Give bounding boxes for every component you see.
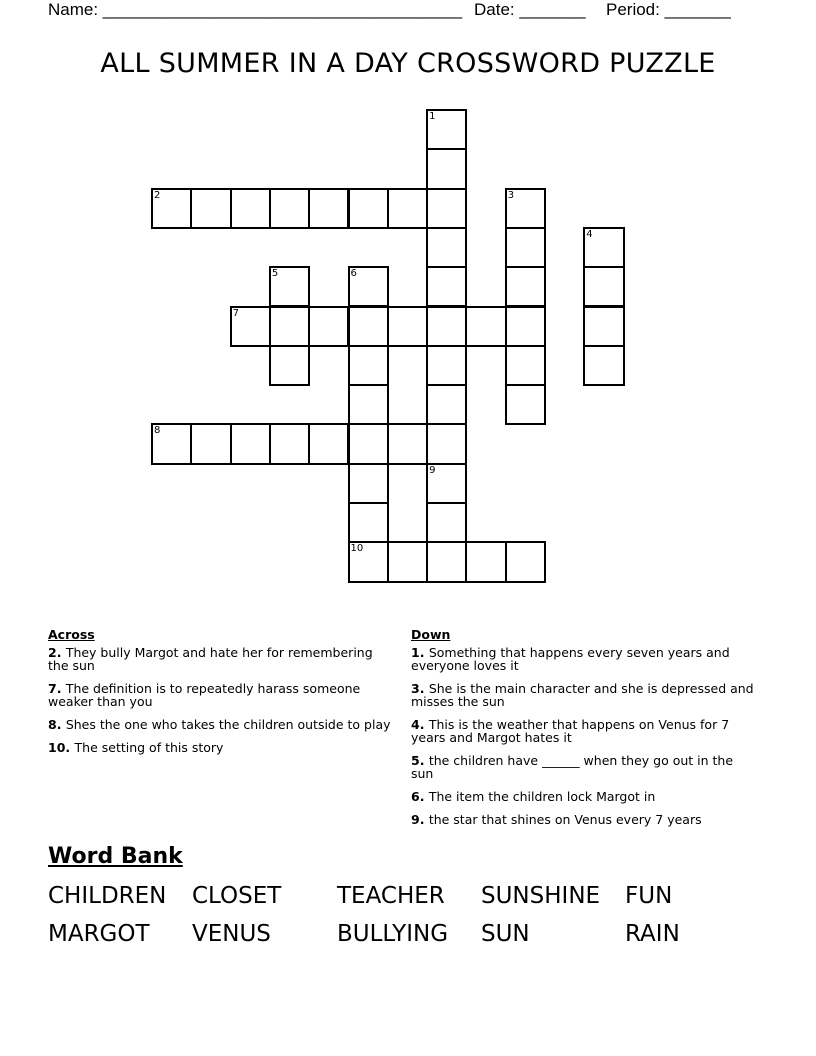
crossword-cell[interactable] bbox=[348, 423, 389, 464]
word-bank-item: BULLYING bbox=[337, 921, 449, 947]
word-bank-item: CLOSET bbox=[192, 883, 282, 909]
word-bank-item: VENUS bbox=[192, 921, 271, 947]
clue-item: 1. Something that happens every seven years and everyone loves it bbox=[411, 645, 730, 673]
crossword-cell[interactable] bbox=[387, 423, 428, 464]
crossword-cell[interactable] bbox=[308, 188, 349, 229]
clue-number: 10 bbox=[350, 543, 364, 555]
crossword-cell[interactable] bbox=[426, 463, 467, 504]
crossword-cell[interactable] bbox=[387, 188, 428, 229]
crossword-cell[interactable] bbox=[583, 266, 624, 307]
crossword-cell[interactable] bbox=[505, 266, 546, 307]
page-title: ALL SUMMER IN A DAY CROSSWORD PUZZLE bbox=[100, 48, 716, 79]
clue-number: 1 bbox=[429, 111, 436, 122]
clue-number: 6 bbox=[350, 268, 357, 280]
crossword-cell[interactable] bbox=[269, 345, 310, 386]
clue-number: 9 bbox=[429, 464, 436, 476]
clue-item: 10. The setting of this story bbox=[48, 740, 224, 755]
crossword-cell[interactable] bbox=[348, 502, 389, 543]
crossword-cell[interactable] bbox=[426, 502, 467, 543]
crossword-cell[interactable] bbox=[308, 423, 349, 464]
word-bank-item: TEACHER bbox=[337, 883, 445, 909]
word-bank-item: MARGOT bbox=[48, 921, 150, 947]
crossword-cell[interactable] bbox=[465, 306, 506, 347]
clue-item: 4. This is the weather that happens on Venus for 7 years and Margot hates it bbox=[411, 717, 730, 745]
crossword-cell[interactable] bbox=[348, 541, 389, 582]
crossword-cell[interactable] bbox=[348, 188, 389, 229]
crossword-cell[interactable] bbox=[387, 541, 428, 582]
crossword-cell[interactable] bbox=[151, 423, 192, 464]
crossword-cell[interactable] bbox=[583, 227, 624, 268]
date-field[interactable]: Date: _______ bbox=[474, 0, 586, 19]
crossword-cell[interactable] bbox=[269, 266, 310, 307]
clue-number: 4 bbox=[586, 228, 593, 240]
clue-item: 2. They bully Margot and hate her for remembering the sun bbox=[48, 645, 373, 673]
period-field[interactable]: Period: _______ bbox=[606, 0, 731, 19]
crossword-cell[interactable] bbox=[426, 227, 467, 268]
clue-number: 8 bbox=[154, 425, 161, 437]
across-clues bbox=[48, 628, 393, 764]
word-bank-item: RAIN bbox=[625, 921, 680, 947]
clue-item: 8. Shes the one who takes the children outside to play bbox=[48, 717, 391, 732]
crossword-cell[interactable] bbox=[505, 227, 546, 268]
crossword-cell[interactable] bbox=[348, 384, 389, 425]
crossword-cell[interactable] bbox=[190, 188, 231, 229]
clue-number: 7 bbox=[232, 307, 239, 319]
crossword-cell[interactable] bbox=[583, 306, 624, 347]
word-bank-item: FUN bbox=[625, 883, 673, 909]
word-bank-item: CHILDREN bbox=[48, 883, 167, 909]
crossword-cell[interactable] bbox=[426, 345, 467, 386]
crossword-cell[interactable] bbox=[190, 423, 231, 464]
crossword-cell[interactable] bbox=[426, 384, 467, 425]
crossword-cell[interactable] bbox=[269, 188, 310, 229]
down-clues bbox=[411, 628, 756, 836]
crossword-cell[interactable] bbox=[505, 384, 546, 425]
down-heading: Down bbox=[411, 627, 451, 642]
crossword-cell[interactable] bbox=[505, 345, 546, 386]
crossword-cell[interactable] bbox=[465, 541, 506, 582]
name-field[interactable]: Name: ______________________________________ bbox=[48, 0, 463, 19]
crossword-cell[interactable] bbox=[505, 188, 546, 229]
crossword-cell[interactable] bbox=[426, 306, 467, 347]
crossword-cell[interactable] bbox=[230, 423, 271, 464]
crossword-cell[interactable] bbox=[505, 541, 546, 582]
across-heading: Across bbox=[48, 627, 95, 642]
crossword-cell[interactable] bbox=[230, 188, 271, 229]
crossword-cell[interactable] bbox=[269, 423, 310, 464]
crossword-cell[interactable] bbox=[387, 306, 428, 347]
clue-number: 2 bbox=[154, 189, 161, 201]
clue-item: 5. the children have ______ when they go out in the sun bbox=[411, 753, 734, 781]
crossword-cell[interactable] bbox=[426, 423, 467, 464]
crossword-cell[interactable] bbox=[269, 306, 310, 347]
crossword-cell[interactable] bbox=[348, 306, 389, 347]
crossword-cell[interactable] bbox=[348, 463, 389, 504]
crossword-cell[interactable] bbox=[583, 345, 624, 386]
crossword-cell[interactable] bbox=[426, 541, 467, 582]
crossword-cell[interactable] bbox=[151, 188, 192, 229]
clue-item: 9. the star that shines on Venus every 7 years bbox=[411, 812, 702, 827]
word-bank-title: Word Bank bbox=[48, 844, 183, 869]
crossword-cell[interactable] bbox=[426, 148, 467, 189]
clue-number: 3 bbox=[507, 189, 515, 201]
word-bank-item: SUNSHINE bbox=[481, 883, 601, 909]
crossword-cell[interactable] bbox=[308, 306, 349, 347]
crossword-cell[interactable] bbox=[426, 109, 467, 150]
crossword-cell[interactable] bbox=[348, 266, 389, 307]
crossword-cell[interactable] bbox=[426, 266, 467, 307]
clue-item: 7. The definition is to repeatedly harass someone weaker than you bbox=[48, 681, 361, 709]
crossword-cell[interactable] bbox=[505, 306, 546, 347]
clue-item: 3. She is the main character and she is depressed and misses the sun bbox=[411, 681, 754, 709]
crossword-cell[interactable] bbox=[426, 188, 467, 229]
crossword-cell[interactable] bbox=[348, 345, 389, 386]
word-bank-item: SUN bbox=[481, 921, 530, 947]
clue-item: 6. The item the children lock Margot in bbox=[411, 789, 656, 804]
crossword-cell[interactable] bbox=[230, 306, 271, 347]
clue-number: 5 bbox=[271, 268, 279, 280]
